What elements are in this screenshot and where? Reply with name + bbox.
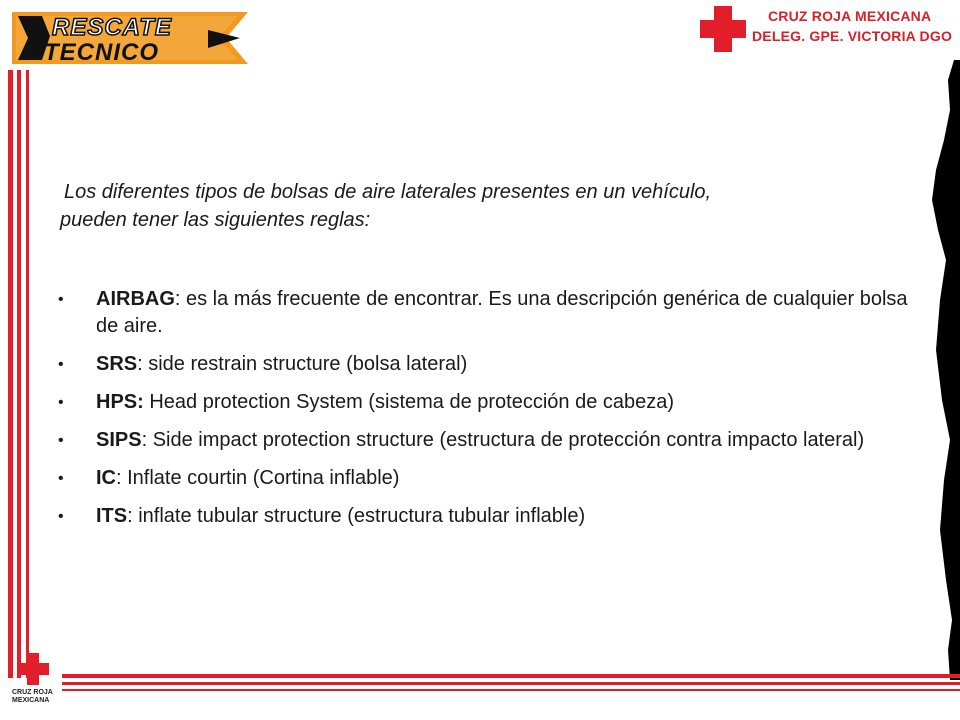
list-item — [58, 286, 908, 340]
org-delegation: DELEG. GPE. VICTORIA DGO — [752, 28, 953, 44]
item-text: : es la más frecuente de encontrar. Es una descripción genérica de cualquier bolsa de aire. — [96, 288, 908, 337]
list-item — [58, 351, 908, 378]
cross-label — [12, 689, 53, 705]
left-red-bar — [8, 70, 13, 678]
cross-label-line-2: MEXICANA — [12, 697, 50, 704]
intro-paragraph — [60, 178, 880, 234]
left-red-bar — [17, 70, 21, 678]
item-text: : Inflate courtin (Cortina inflable) — [116, 467, 400, 489]
item-text: Head protection System (sistema de protección de cabeza) — [143, 391, 675, 413]
bottom-red-bar — [62, 689, 960, 691]
list-item — [58, 465, 908, 492]
list-item — [58, 389, 908, 416]
logo-line-1: RESCATE — [52, 14, 172, 41]
bullet-icon: • — [58, 356, 64, 373]
rescate-tecnico-logo — [12, 8, 248, 68]
bullet-icon: • — [58, 508, 64, 525]
bullet-icon: • — [58, 394, 64, 411]
org-header — [752, 6, 953, 46]
right-silhouette-decoration — [930, 60, 960, 680]
left-red-bar — [26, 70, 29, 678]
item-term: HPS: — [96, 391, 144, 413]
item-term: AIRBAG — [96, 288, 175, 310]
airbag-types-list — [58, 286, 908, 541]
logo-line-2: TECNICO — [44, 39, 159, 66]
red-cross-icon — [16, 652, 50, 686]
intro-line-2: pueden tener las siguientes reglas: — [60, 209, 371, 231]
list-item — [58, 427, 908, 454]
item-text: : side restrain structure (bolsa lateral) — [137, 353, 468, 375]
item-text: : Side impact protection structure (estructura de protección contra impacto lateral) — [141, 429, 865, 451]
item-term: SRS — [96, 353, 138, 375]
item-term: SIPS — [96, 429, 142, 451]
list-item — [58, 503, 908, 530]
item-text: : inflate tubular structure (estructura tubular inflable) — [127, 505, 586, 527]
bullet-icon: • — [58, 470, 64, 487]
bottom-red-bar — [62, 682, 960, 685]
bullet-icon: • — [58, 432, 64, 449]
cross-label-line-1: CRUZ ROJA — [12, 689, 53, 696]
red-cross-icon — [698, 4, 748, 54]
org-name: CRUZ ROJA MEXICANA — [768, 8, 932, 24]
bullet-icon: • — [58, 291, 64, 308]
item-term: ITS — [96, 505, 128, 527]
item-term: IC — [96, 467, 116, 489]
bottom-red-bar — [62, 674, 960, 678]
intro-line-1: Los diferentes tipos de bolsas de aire laterales presentes en un vehículo, — [64, 181, 712, 203]
